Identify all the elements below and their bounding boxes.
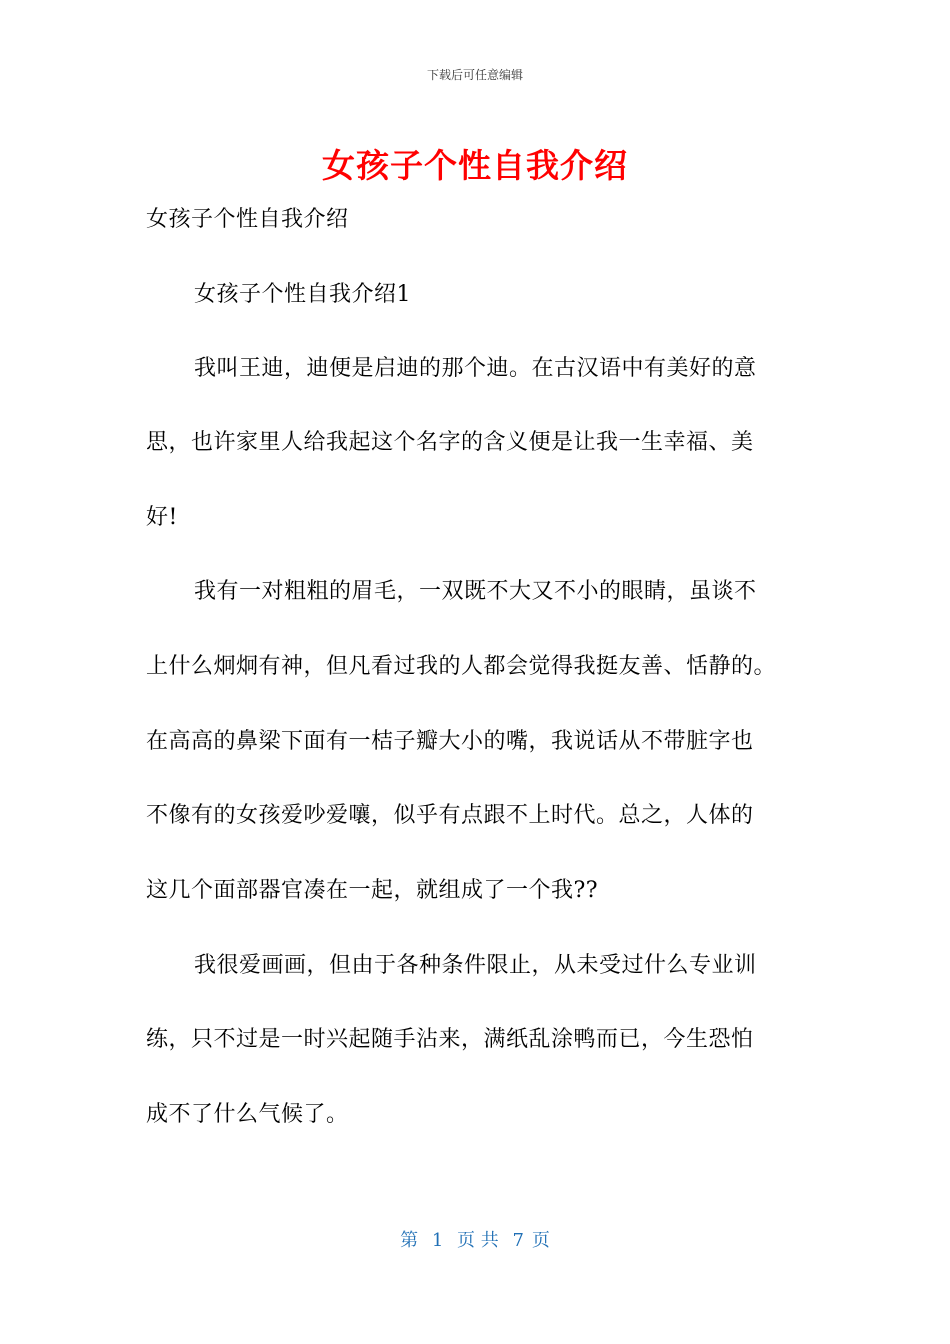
footer-suffix: 页 <box>531 1230 550 1251</box>
document-title: 女孩子个性自我介绍 <box>322 146 628 185</box>
paragraph-line: 思，也许家里人给我起这个名字的含义便是让我一生幸福、美 <box>146 430 754 455</box>
page-footer <box>0 1226 950 1252</box>
paragraph-line: 我叫王迪，迪便是启迪的那个迪。在古汉语中有美好的意 <box>194 356 757 381</box>
paragraph-line: 在高高的鼻梁下面有一桔子瓣大小的嘴，我说话从不带脏字也 <box>146 729 754 754</box>
paragraph-line: 我很爱画画，但由于各种条件限止，从未受过什么专业训 <box>194 953 757 978</box>
paragraph-line: 我有一对粗粗的眉毛，一双既不大又不小的眼睛，虽谈不 <box>194 579 757 604</box>
paragraph-line: 练，只不过是一时兴起随手沾来，满纸乱涂鸭而已，今生恐怕 <box>146 1027 754 1052</box>
paragraph-line: 不像有的女孩爱吵爱嚷，似乎有点跟不上时代。总之，人体的 <box>146 803 754 828</box>
subtitle-line: 女孩子个性自我介绍 <box>146 207 349 232</box>
header-note: 下载后可任意编辑 <box>426 68 523 82</box>
footer-page-number: 1 <box>431 1230 444 1251</box>
section-heading: 女孩子个性自我介绍1 <box>194 282 411 307</box>
footer-prefix: 第 <box>400 1230 419 1251</box>
paragraph-line: 成不了什么气候了。 <box>146 1102 349 1127</box>
paragraph-line: 这几个面部器官凑在一起，就组成了一个我?? <box>146 878 599 903</box>
paragraph-line: 上什么炯炯有神，但凡看过我的人都会觉得我挺友善、恬静的。 <box>146 654 777 679</box>
footer-mid: 页 共 <box>457 1230 499 1251</box>
footer-total-pages: 7 <box>512 1230 524 1251</box>
paragraph-line: 好! <box>146 505 178 530</box>
